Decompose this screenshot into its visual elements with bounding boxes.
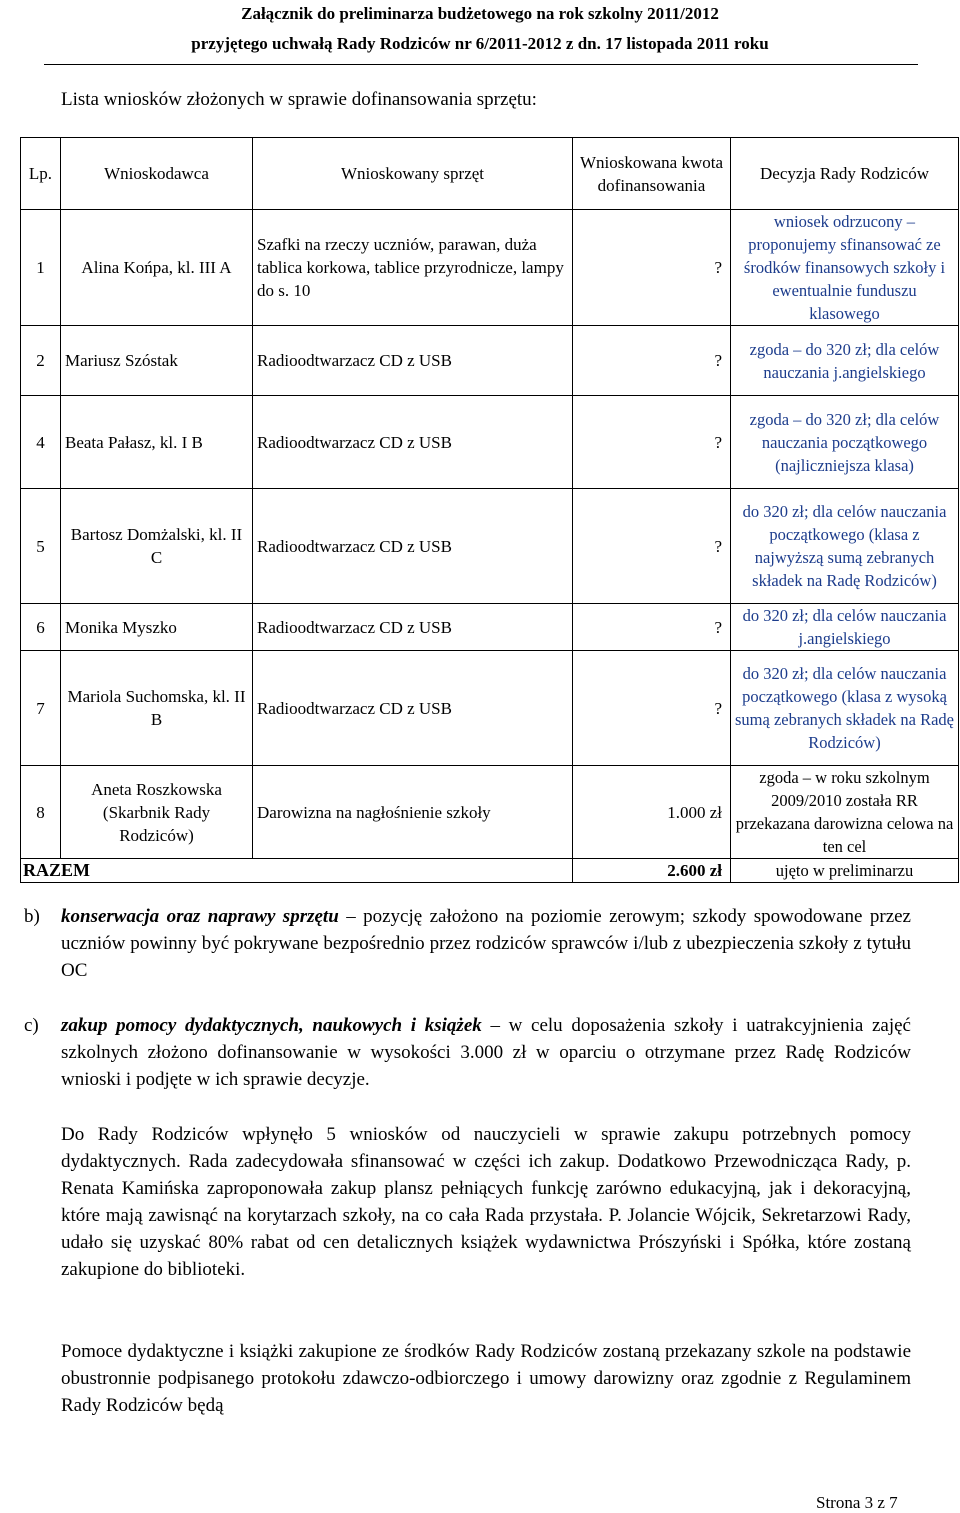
section-c-label: c): [24, 1015, 39, 1036]
row-lp: 8: [21, 766, 61, 859]
applications-table: [20, 137, 959, 883]
row-equipment: Darowizna na nagłośnienie szkoły: [253, 766, 573, 859]
row-lp: 2: [21, 326, 61, 396]
paragraph-donations: Do Rady Rodziców wpłynęło 5 wniosków od nauczycieli w sprawie zakupu potrzebnych pomocy dydaktycznych. Rada zadecydowała sfinansować w części ich zakup. Dodatkowo Przewodnicząca Rady, p. Renata Kamińska zaproponowała zakup plansz pełniących funkcję zarówno edukacyjną, jak i dekoracyjną, które mają zawisnąć na korytarzach szkoły, na co cała Rada przystała. P. Jolancie Wójcik, Sekretarzowi Rady, udało się uzyskać 80% rabat od cen detalicznych książek wydawnictwa Prószyński i Spółka, które zostaną zakupione do biblioteki.: [61, 1124, 911, 1280]
table-row: [21, 766, 959, 859]
total-label: RAZEM: [21, 859, 573, 883]
row-applicant: Bartosz Domżalski, kl. II C: [61, 489, 253, 604]
header-decision: Decyzja Rady Rodziców: [731, 138, 959, 210]
table-row: [21, 326, 959, 396]
header-divider: [44, 64, 918, 65]
section-b-label: b): [24, 906, 40, 927]
row-amount: ?: [573, 396, 731, 489]
row-equipment: Radioodtwarzacz CD z USB: [253, 396, 573, 489]
section-c-title: zakup pomocy dydaktycznych, naukowych i książek: [61, 1015, 482, 1036]
total-decision: ujęto w preliminarzu: [731, 859, 959, 883]
row-amount: ?: [573, 651, 731, 766]
row-decision: zgoda – do 320 zł; dla celów nauczania początkowego (najliczniejsza klasa): [731, 396, 959, 489]
row-equipment: Radioodtwarzacz CD z USB: [253, 489, 573, 604]
row-decision: do 320 zł; dla celów nauczania początkowego (klasa z najwyższą sumą zebranych składek na Radę Rodziców): [731, 489, 959, 604]
intro-text: Lista wniosków złożonych w sprawie dofinansowania sprzętu:: [61, 89, 537, 110]
row-applicant: Beata Pałasz, kl. I B: [61, 396, 253, 489]
section-b-body: – pozycję założono na poziomie zerowym; szkody spowodowane przez uczniów powinny być pokrywane bezpośrednio przez rodziców sprawców i/lub z ubezpieczenia szkoły z tytułu OC: [61, 906, 911, 981]
table-row: [21, 210, 959, 326]
row-amount: 1.000 zł: [573, 766, 731, 859]
row-amount: ?: [573, 210, 731, 326]
row-amount: ?: [573, 489, 731, 604]
row-decision: do 320 zł; dla celów nauczania j.angielskiego: [731, 604, 959, 651]
row-amount: ?: [573, 604, 731, 651]
row-applicant: Mariusz Szóstak: [61, 326, 253, 396]
row-equipment: Radioodtwarzacz CD z USB: [253, 326, 573, 396]
row-lp: 6: [21, 604, 61, 651]
section-b-text: [61, 903, 911, 984]
row-decision: wniosek odrzucony – proponujemy sfinansować ze środków finansowych szkoły i ewentualnie funduszu klasowego: [731, 210, 959, 326]
row-decision: do 320 zł; dla celów nauczania początkowego (klasa z wysoką sumą zebranych składek na Radę Rodziców): [731, 651, 959, 766]
row-applicant: Mariola Suchomska, kl. II B: [61, 651, 253, 766]
row-lp: 5: [21, 489, 61, 604]
table-row: [21, 604, 959, 651]
table-row: [21, 489, 959, 604]
header-amount: Wnioskowana kwota dofinansowania: [573, 138, 731, 210]
table-row: [21, 651, 959, 766]
row-lp: 7: [21, 651, 61, 766]
row-equipment: Szafki na rzeczy uczniów, parawan, duża tablica korkowa, tablice przyrodnicze, lampy do s. 10: [253, 210, 573, 326]
row-amount: ?: [573, 326, 731, 396]
total-amount: 2.600 zł: [573, 859, 731, 883]
row-lp: 4: [21, 396, 61, 489]
header-lp: Lp.: [21, 138, 61, 210]
table-row: [21, 396, 959, 489]
row-applicant: Alina Końpa, kl. III A: [61, 210, 253, 326]
row-applicant: Aneta Roszkowska (Skarbnik Rady Rodziców): [61, 766, 253, 859]
row-applicant: Monika Myszko: [61, 604, 253, 651]
section-c-body: – w celu doposażenia szkoły i uatrakcyjnienia zajęć szkolnych złożono dofinansowanie w wysokości 3.000 zł w oparciu o otrzymane przez Radę Rodziców wnioski i podjęte w ich sprawie decyzje.: [61, 1015, 911, 1090]
paragraph-transfer: Pomoce dydaktyczne i książki zakupione ze środków Rady Rodziców zostaną przekazany szkole na podstawie obustronnie podpisanego protokołu zdawczo-odbiorczego i umowy darowizny oraz zgodnie z Regulaminem Rady Rodziców będą: [61, 1341, 911, 1416]
header-line-1: Załącznik do preliminarza budżetowego na rok szkolny 2011/2012: [241, 4, 719, 23]
page-number: Strona 3 z 7: [816, 1493, 898, 1512]
row-equipment: Radioodtwarzacz CD z USB: [253, 604, 573, 651]
header-equipment: Wnioskowany sprzęt: [253, 138, 573, 210]
row-equipment: Radioodtwarzacz CD z USB: [253, 651, 573, 766]
row-decision: zgoda – w roku szkolnym 2009/2010 została RR przekazana darowizna celowa na ten cel: [731, 766, 959, 859]
header-applicant: Wnioskodawca: [61, 138, 253, 210]
row-decision: zgoda – do 320 zł; dla celów nauczania j.angielskiego: [731, 326, 959, 396]
table-header-row: [21, 138, 959, 210]
section-c-text: [61, 1012, 911, 1093]
row-lp: 1: [21, 210, 61, 326]
header-line-2: przyjętego uchwałą Rady Rodziców nr 6/2011-2012 z dn. 17 listopada 2011 roku: [191, 34, 769, 53]
total-row: [21, 859, 959, 883]
section-b-title: konserwacja oraz naprawy sprzętu: [61, 906, 339, 927]
